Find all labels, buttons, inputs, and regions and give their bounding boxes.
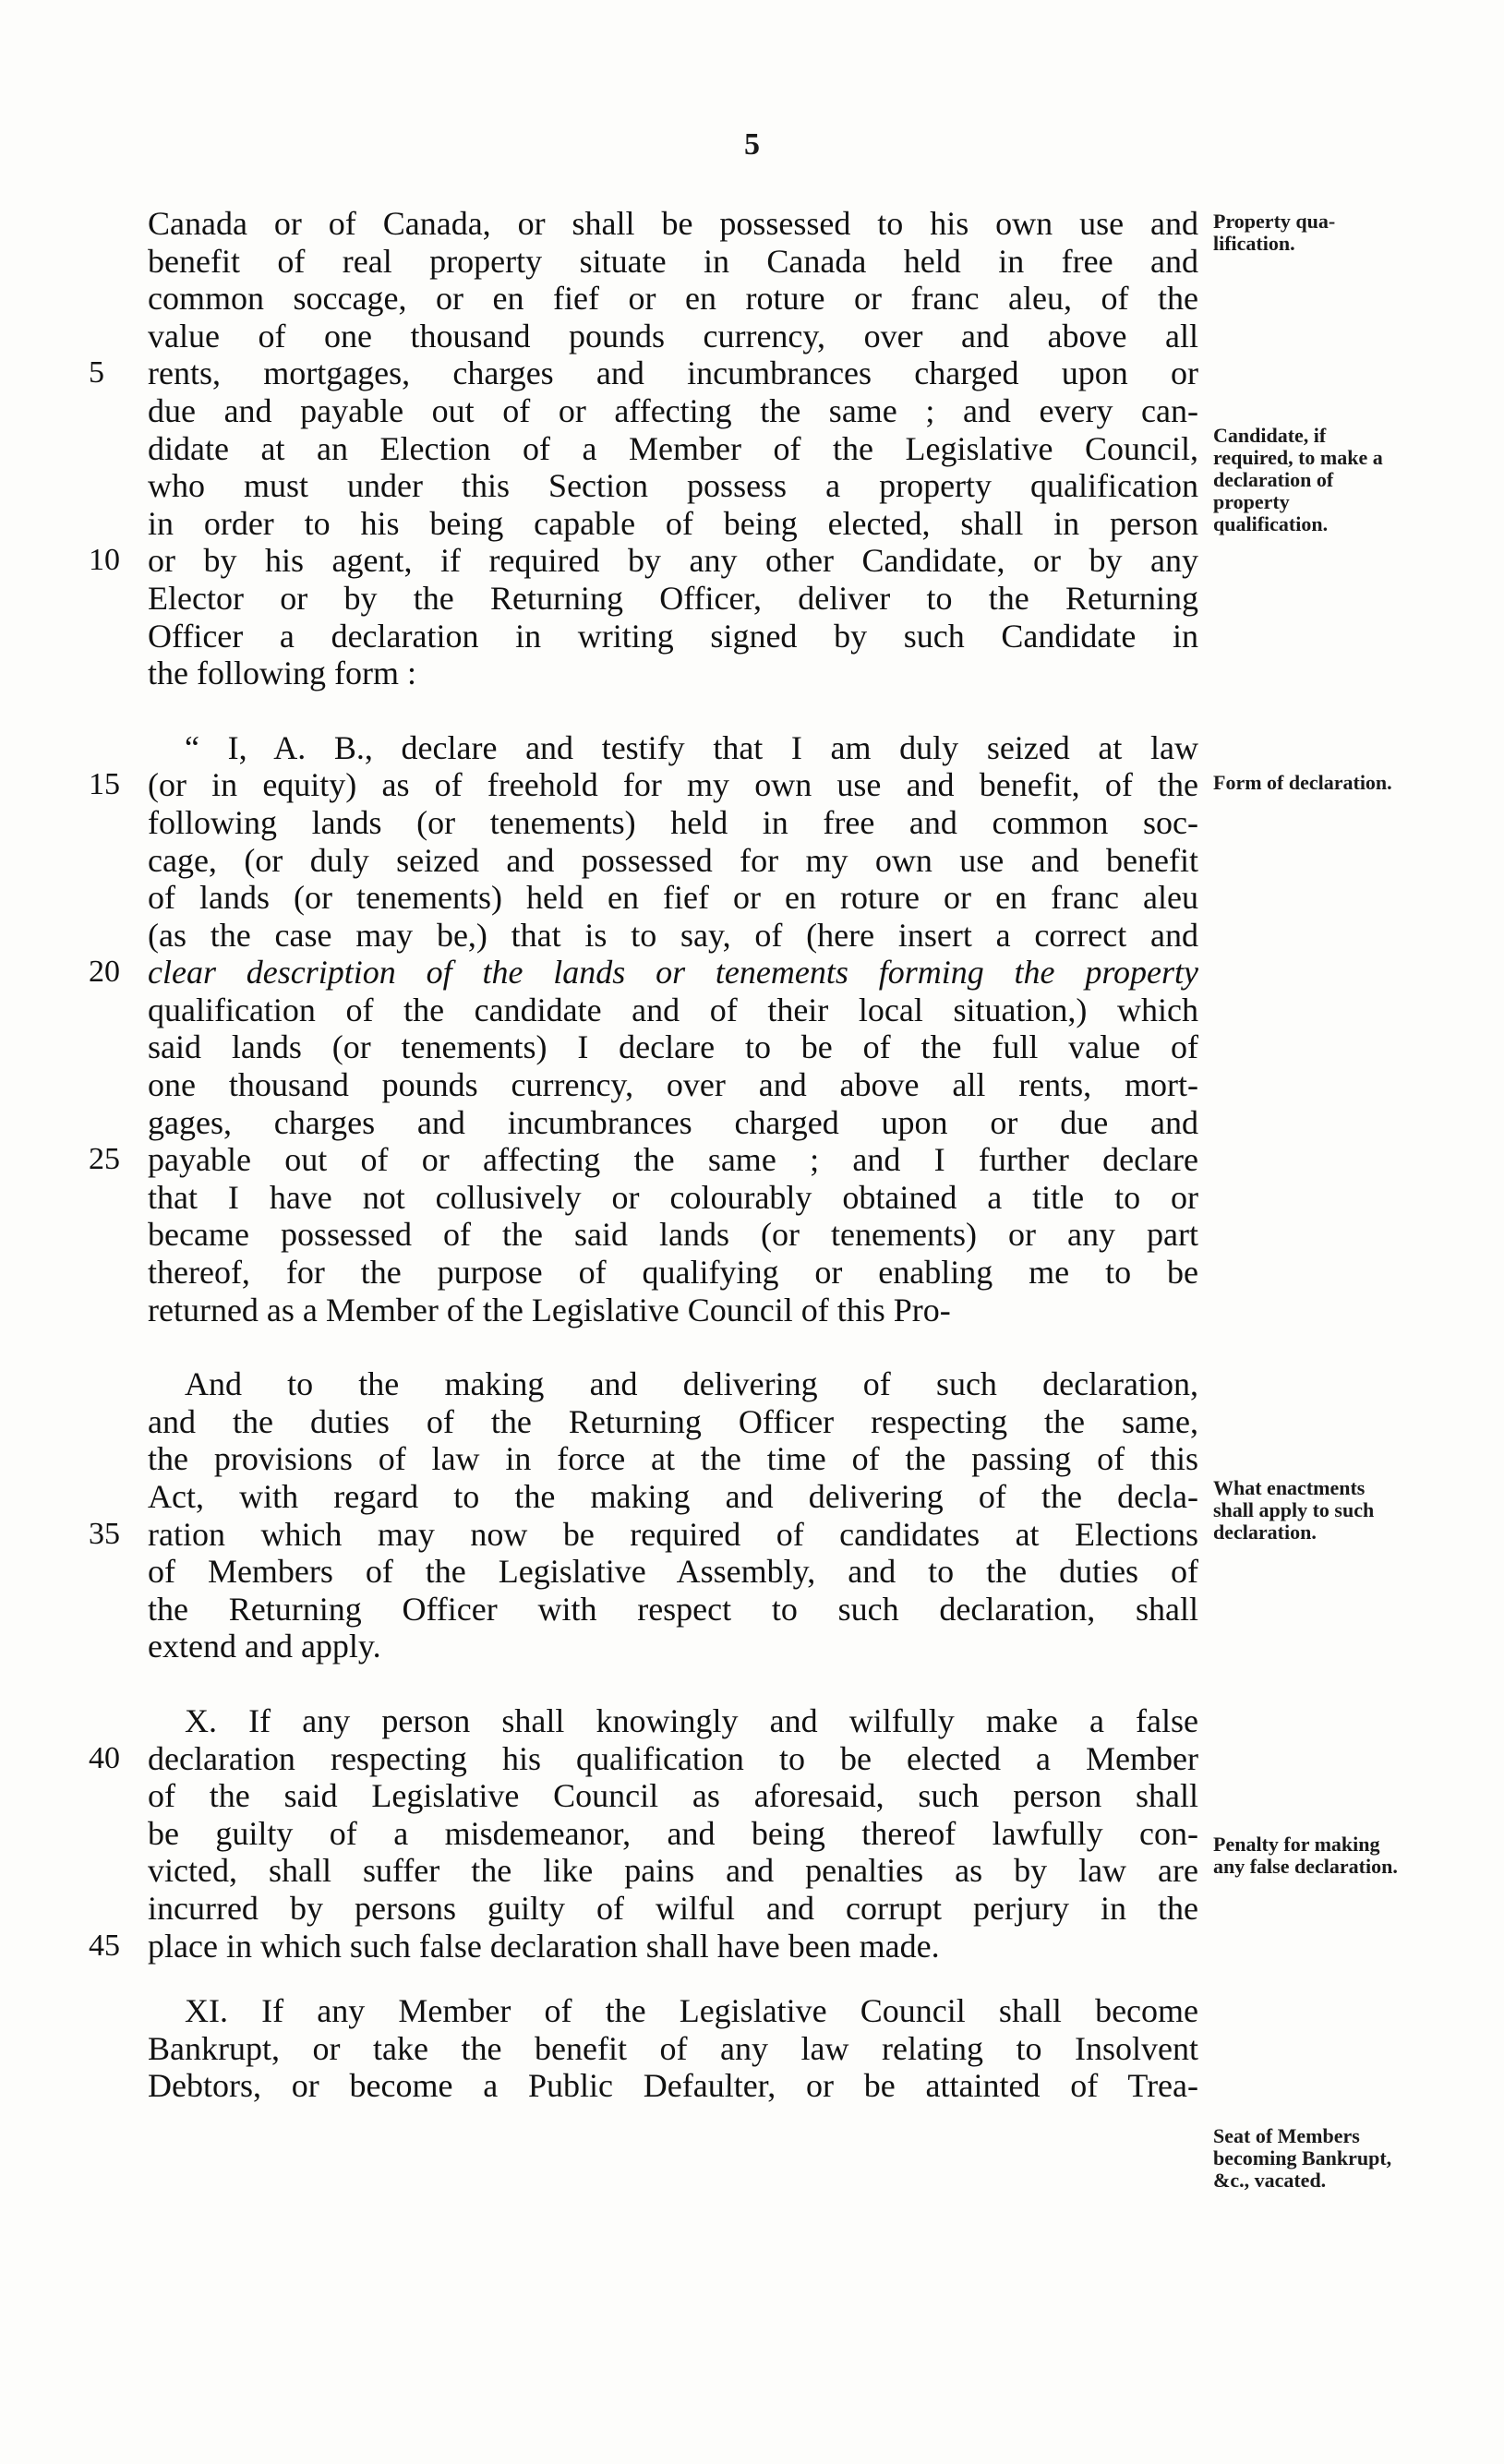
margin-note-enactments-apply: What enactments shall apply to such declaration.	[1213, 1476, 1375, 1544]
line-text: returned as a Member of the Legislative Council of this Pro-	[148, 1291, 951, 1328]
text-line	[148, 467, 1198, 505]
text-line	[148, 842, 1198, 880]
line-text: Canada or of Canada, or shall be possessed to his own use and	[148, 205, 1198, 242]
line-text: Debtors, or become a Public Defaulter, or be attainted of Trea-	[148, 2067, 1198, 2105]
line-text: became possessed of the said lands (or tenements) or any part	[148, 1216, 1198, 1254]
line-text: victed, shall suffer the like pains and penalties as by law are	[148, 1852, 1198, 1890]
margin-note-candidate-declaration: Candidate, if required, to make a declaration of property qualification.	[1213, 424, 1383, 535]
text-line	[148, 1403, 1198, 1441]
text-line	[148, 1104, 1198, 1142]
text-line	[89, 1515, 1198, 1554]
text-line	[148, 804, 1198, 842]
line-text: of the said Legislative Council as aforesaid, such person shall	[148, 1777, 1198, 1815]
text-line	[148, 655, 1198, 692]
text-line	[148, 1028, 1198, 1066]
line-text: value of one thousand pounds currency, over and above all	[148, 317, 1198, 355]
text-line	[148, 1292, 1198, 1329]
line-number: 35	[89, 1516, 120, 1551]
text-line	[148, 505, 1198, 543]
margin-note-property-qualification: Property qua-lification.	[1213, 210, 1336, 255]
line-text: in order to his being capable of being elected, shall in person	[148, 504, 1198, 542]
line-text: that I have not collusively or colourably obtained a title to or	[148, 1178, 1198, 1216]
text-line	[89, 766, 1198, 804]
line-text: (as the case may be,) that is to say, of (here insert a correct and	[148, 916, 1198, 954]
line-number: 15	[89, 767, 120, 802]
text-line	[148, 1254, 1198, 1292]
text-line	[148, 580, 1198, 618]
paragraph-property-qualification	[89, 205, 1198, 692]
line-text: due and payable out of or affecting the same ; and every can-	[148, 391, 1198, 429]
line-text: qualification of the candidate and of their local situation,) which	[148, 991, 1198, 1028]
text-line	[148, 729, 1198, 767]
line-number: 10	[89, 543, 120, 578]
text-line	[148, 1628, 1198, 1665]
text-line	[148, 917, 1198, 955]
line-text: gages, charges and incumbrances charged upon or due and	[148, 1103, 1198, 1141]
text-line	[148, 1890, 1198, 1928]
text-line	[148, 1852, 1198, 1890]
line-text: ration which may now be required of candidates at Elections	[148, 1515, 1198, 1553]
line-text: And to the making and delivering of such declaration,	[185, 1365, 1198, 1403]
line-text: Bankrupt, or take the benefit of any law relating to Insolvent	[148, 2029, 1198, 2067]
line-text: XI. If any Member of the Legislative Council shall become	[185, 1992, 1198, 2030]
text-line	[148, 243, 1198, 281]
paragraph-form-of-declaration	[89, 728, 1198, 1329]
text-line	[89, 1141, 1198, 1179]
text-line	[148, 1815, 1198, 1853]
line-text: Act, with regard to the making and delivering of the decla-	[148, 1478, 1198, 1515]
text-line	[148, 2030, 1198, 2068]
text-line	[148, 1591, 1198, 1629]
line-number: 45	[89, 1928, 120, 1963]
line-text: extend and apply.	[148, 1628, 381, 1665]
line-text: of Members of the Legislative Assembly, and to the duties of	[148, 1553, 1198, 1591]
line-text: be guilty of a misdemeanor, and being thereof lawfully con-	[148, 1814, 1198, 1852]
text-line	[148, 1179, 1198, 1217]
page-number: 5	[744, 127, 760, 162]
margin-note-seat-vacated: Seat of Members becoming Bankrupt, &c., vacated.	[1213, 2124, 1392, 2192]
line-text: of lands (or tenements) held en fief or en roture or en franc aleu	[148, 879, 1198, 917]
paragraph-section-xi-bankrupt	[148, 1992, 1198, 2105]
text-line	[148, 280, 1198, 318]
line-text: said lands (or tenements) I declare to be of the full value of	[148, 1028, 1198, 1066]
text-line	[148, 1365, 1198, 1403]
text-line	[148, 1478, 1198, 1516]
text-line	[148, 1216, 1198, 1254]
text-line	[148, 1440, 1198, 1478]
line-number: 5	[89, 355, 104, 391]
text-line	[148, 1553, 1198, 1591]
text-line	[148, 618, 1198, 655]
text-line	[148, 992, 1198, 1029]
line-text: Officer a declaration in writing signed by such Candidate in	[148, 617, 1198, 655]
line-text: following lands (or tenements) held in free and common soc-	[148, 803, 1198, 841]
text-line	[148, 879, 1198, 917]
text-line	[148, 1066, 1198, 1104]
line-number: 25	[89, 1142, 120, 1177]
line-text: and the duties of the Returning Officer respecting the same,	[148, 1402, 1198, 1440]
line-text: the provisions of law in force at the time of the passing of this	[148, 1440, 1198, 1478]
line-number: 20	[89, 955, 120, 990]
line-text: incurred by persons guilty of wilful and corrupt perjury in the	[148, 1889, 1198, 1927]
paragraph-section-x-penalty	[89, 1701, 1198, 1965]
line-text: “ I, A. B., declare and testify that I am duly seized at law	[185, 728, 1198, 766]
line-number: 40	[89, 1740, 120, 1775]
statute-text	[89, 205, 1198, 2105]
line-text: who must under this Section possess a property qualification	[148, 467, 1198, 505]
line-text: or by his agent, if required by any other Candidate, or by any	[148, 542, 1198, 580]
text-line	[89, 1739, 1198, 1778]
text-line	[148, 392, 1198, 430]
line-text: cage, (or duly seized and possessed for my own use and benefit	[148, 841, 1198, 879]
margin-note-form-of-declaration: Form of declaration.	[1213, 771, 1392, 794]
line-text: common soccage, or en fief or en roture or franc aleu, of the	[148, 280, 1198, 318]
text-line	[89, 542, 1198, 580]
line-text: Elector or by the Returning Officer, deliver to the Returning	[148, 579, 1198, 617]
line-text: clear description of the lands or tenements forming the property	[148, 954, 1198, 992]
text-line	[89, 1927, 1198, 1965]
line-text: X. If any person shall knowingly and wilfully make a false	[185, 1701, 1198, 1739]
text-line	[148, 1777, 1198, 1815]
line-text: benefit of real property situate in Canada held in free and	[148, 242, 1198, 280]
text-line	[148, 318, 1198, 355]
text-line	[148, 2067, 1198, 2105]
line-text: one thousand pounds currency, over and above all rents, mort-	[148, 1066, 1198, 1104]
line-text: payable out of or affecting the same ; and I further declare	[148, 1141, 1198, 1179]
line-text: declaration respecting his qualification to be elected a Member	[148, 1739, 1198, 1777]
text-line	[89, 954, 1198, 992]
margin-note-penalty-false-declaration: Penalty for making any false declaration.	[1213, 1833, 1398, 1878]
text-line	[89, 355, 1198, 392]
line-text: (or in equity) as of freehold for my own use and benefit, of the	[148, 766, 1198, 804]
text-line	[148, 430, 1198, 468]
text-line	[148, 1992, 1198, 2030]
line-text: the Returning Officer with respect to such declaration, shall	[148, 1590, 1198, 1628]
text-line	[148, 205, 1198, 243]
line-text: thereof, for the purpose of qualifying or enabling me to be	[148, 1254, 1198, 1292]
line-text: place in which such false declaration shall have been made.	[148, 1927, 940, 1965]
paragraph-enactments-apply	[89, 1365, 1198, 1665]
line-text: the following form :	[148, 655, 416, 692]
line-text: didate at an Election of a Member of the Legislative Council,	[148, 429, 1198, 467]
text-line	[148, 1702, 1198, 1740]
line-text: rents, mortgages, charges and incumbrances charged upon or	[148, 355, 1198, 392]
